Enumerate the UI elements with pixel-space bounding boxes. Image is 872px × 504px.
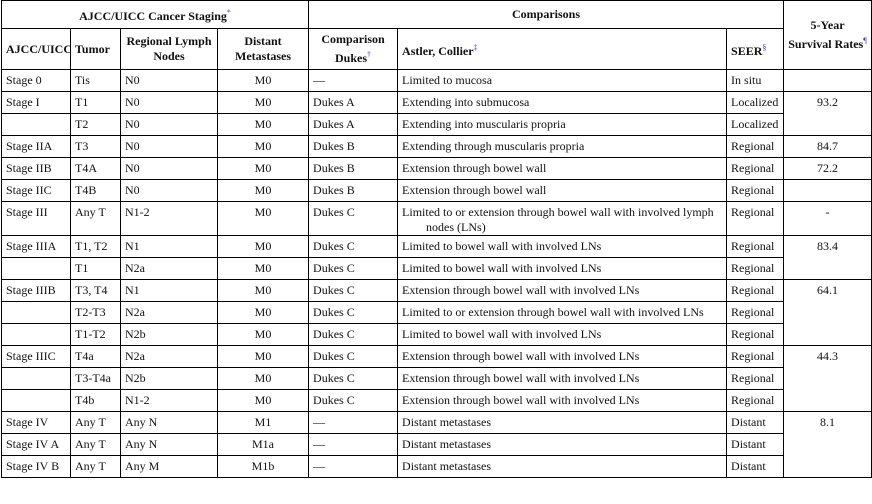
table-row <box>2 92 872 114</box>
cell-astler: Extension through bowel wall with involved LNs <box>398 346 727 368</box>
cell-tumor: T4B <box>71 180 121 202</box>
cell-survival: 93.2 <box>784 92 872 136</box>
cell-astler: Limited to bowel wall with involved LNs <box>398 236 727 258</box>
cell-tumor: T3-T4a <box>71 368 121 390</box>
header-tumor: Tumor <box>71 29 121 70</box>
cell-stage: Stage IV A <box>2 434 71 456</box>
cell-astler: Extension through bowel wall <box>398 180 727 202</box>
cell-stage: Stage IIIC <box>2 346 71 368</box>
cell-nodes: N1 <box>121 280 218 302</box>
table-row <box>2 390 872 412</box>
cell-seer: Regional <box>727 158 784 180</box>
cell-dukes: — <box>309 70 398 92</box>
table-row <box>2 136 872 158</box>
cell-tumor: T4b <box>71 390 121 412</box>
cell-tumor: T1, T2 <box>71 236 121 258</box>
cell-seer: Regional <box>727 180 784 202</box>
cell-stage: Stage I <box>2 92 71 114</box>
cell-seer: Regional <box>727 280 784 302</box>
table-row <box>2 280 872 302</box>
cell-tumor: T3 <box>71 136 121 158</box>
header-dukes: Comparison Dukes† <box>309 29 398 70</box>
cell-astler: Extending into muscularis propria <box>398 114 727 136</box>
header-survival: 5-Year Survival Rates¶ <box>784 1 872 70</box>
cell-stage <box>2 390 71 412</box>
cell-dukes: Dukes C <box>309 390 398 412</box>
cell-astler: Distant metastases <box>398 456 727 478</box>
cell-seer: Regional <box>727 236 784 258</box>
table-row <box>2 302 872 324</box>
cell-dukes: Dukes C <box>309 236 398 258</box>
cell-stage: Stage IIIB <box>2 280 71 302</box>
cell-nodes: N0 <box>121 70 218 92</box>
cell-survival <box>784 70 872 92</box>
cell-metastases: M1b <box>218 456 309 478</box>
cell-nodes: N2a <box>121 346 218 368</box>
cell-survival: 72.2 <box>784 158 872 180</box>
cell-metastases: M0 <box>218 236 309 258</box>
cell-dukes: Dukes B <box>309 158 398 180</box>
cell-survival: - <box>784 202 872 236</box>
cell-metastases: M0 <box>218 346 309 368</box>
cell-metastases: M0 <box>218 324 309 346</box>
header-metastases: Distant Metastases <box>218 29 309 70</box>
table-row <box>2 456 872 478</box>
cell-stage: Stage IV B <box>2 456 71 478</box>
cell-metastases: M0 <box>218 302 309 324</box>
cell-seer: Regional <box>727 202 784 236</box>
cell-astler: Extension through bowel wall with involved LNs <box>398 368 727 390</box>
cell-stage <box>2 368 71 390</box>
cell-survival: 64.1 <box>784 280 872 346</box>
cell-metastases: M0 <box>218 280 309 302</box>
group-header-comparisons: Comparisons <box>309 1 784 29</box>
table-row <box>2 368 872 390</box>
cell-tumor: Any T <box>71 202 121 236</box>
cell-stage: Stage IIIA <box>2 236 71 258</box>
cell-dukes: — <box>309 412 398 434</box>
cell-nodes: N2b <box>121 368 218 390</box>
cell-metastases: M0 <box>218 158 309 180</box>
header-seer: SEER§ <box>727 29 784 70</box>
cell-dukes: Dukes A <box>309 92 398 114</box>
cell-tumor: T1 <box>71 92 121 114</box>
cell-survival: 44.3 <box>784 346 872 412</box>
cell-metastases: M0 <box>218 258 309 280</box>
cell-nodes: N1 <box>121 236 218 258</box>
table-row <box>2 202 872 236</box>
group-header-staging: AJCC/UICC Cancer Staging* <box>2 1 309 29</box>
table-row <box>2 180 872 202</box>
cell-seer: In situ <box>727 70 784 92</box>
table-row <box>2 324 872 346</box>
table-row <box>2 236 872 258</box>
cell-nodes: N0 <box>121 136 218 158</box>
cell-tumor: Any T <box>71 412 121 434</box>
cell-seer: Distant <box>727 434 784 456</box>
cell-astler: Extension through bowel wall with involved LNs <box>398 280 727 302</box>
cell-seer: Regional <box>727 368 784 390</box>
cell-dukes: Dukes C <box>309 302 398 324</box>
cell-seer: Distant <box>727 412 784 434</box>
cell-survival <box>784 180 872 202</box>
cell-seer: Regional <box>727 324 784 346</box>
cell-dukes: Dukes C <box>309 202 398 236</box>
cell-metastases: M0 <box>218 92 309 114</box>
cell-tumor: T1-T2 <box>71 324 121 346</box>
cell-astler: Distant metastases <box>398 412 727 434</box>
cell-seer: Regional <box>727 390 784 412</box>
cell-dukes: Dukes C <box>309 346 398 368</box>
cell-tumor: Any T <box>71 456 121 478</box>
cell-stage: Stage IV <box>2 412 71 434</box>
cell-astler: Limited to or extension through bowel wall with involved lymph nodes (LNs) <box>398 202 727 236</box>
table-row <box>2 158 872 180</box>
cell-metastases: M0 <box>218 136 309 158</box>
cell-dukes: — <box>309 456 398 478</box>
table-row <box>2 114 872 136</box>
cell-seer: Localized <box>727 114 784 136</box>
cell-nodes: N2b <box>121 324 218 346</box>
cell-survival: 83.4 <box>784 236 872 280</box>
cell-metastases: M1a <box>218 434 309 456</box>
cell-nodes: N0 <box>121 180 218 202</box>
cell-tumor: T3, T4 <box>71 280 121 302</box>
cell-tumor: T4a <box>71 346 121 368</box>
cell-stage: Stage 0 <box>2 70 71 92</box>
staging-table <box>1 0 872 478</box>
cell-tumor: T4A <box>71 158 121 180</box>
table-row <box>2 70 872 92</box>
cell-astler: Extension through bowel wall with involved LNs <box>398 390 727 412</box>
cell-nodes: N2a <box>121 302 218 324</box>
cell-tumor: Tis <box>71 70 121 92</box>
cell-metastases: M0 <box>218 368 309 390</box>
cell-dukes: Dukes B <box>309 136 398 158</box>
cell-stage <box>2 324 71 346</box>
cell-nodes: N0 <box>121 92 218 114</box>
cell-metastases: M0 <box>218 70 309 92</box>
cell-metastases: M0 <box>218 114 309 136</box>
cell-stage <box>2 114 71 136</box>
table-row <box>2 346 872 368</box>
cell-nodes: N2a <box>121 258 218 280</box>
cell-tumor: T1 <box>71 258 121 280</box>
header-stage: AJCC/UICC <box>2 29 71 70</box>
cell-seer: Regional <box>727 136 784 158</box>
cell-seer: Localized <box>727 92 784 114</box>
cell-nodes: N1-2 <box>121 202 218 236</box>
table-row <box>2 434 872 456</box>
cell-stage: Stage IIC <box>2 180 71 202</box>
cell-metastases: M0 <box>218 180 309 202</box>
cell-stage: Stage III <box>2 202 71 236</box>
cell-nodes: N1-2 <box>121 390 218 412</box>
cell-metastases: M0 <box>218 390 309 412</box>
cell-dukes: Dukes C <box>309 280 398 302</box>
cell-seer: Distant <box>727 456 784 478</box>
cell-survival: 84.7 <box>784 136 872 158</box>
cell-astler: Extending into submucosa <box>398 92 727 114</box>
cell-dukes: Dukes A <box>309 114 398 136</box>
cell-astler: Distant metastases <box>398 434 727 456</box>
cell-dukes: — <box>309 434 398 456</box>
cell-survival: 8.1 <box>784 412 872 478</box>
cell-astler: Limited to bowel wall with involved LNs <box>398 324 727 346</box>
table-row <box>2 258 872 280</box>
cell-astler: Limited to or extension through bowel wall with involved LNs <box>398 302 727 324</box>
cell-stage <box>2 302 71 324</box>
cell-dukes: Dukes C <box>309 368 398 390</box>
cell-stage <box>2 258 71 280</box>
header-nodes: Regional Lymph Nodes <box>121 29 218 70</box>
cell-seer: Regional <box>727 302 784 324</box>
cell-nodes: Any M <box>121 456 218 478</box>
cell-seer: Regional <box>727 258 784 280</box>
header-astler: Astler, Collier‡ <box>398 29 727 70</box>
cell-nodes: N0 <box>121 158 218 180</box>
cell-metastases: M1 <box>218 412 309 434</box>
cell-astler: Extension through bowel wall <box>398 158 727 180</box>
cell-astler: Limited to bowel wall with involved LNs <box>398 258 727 280</box>
cell-astler: Limited to mucosa <box>398 70 727 92</box>
cell-astler: Extending through muscularis propria <box>398 136 727 158</box>
cell-dukes: Dukes B <box>309 180 398 202</box>
cell-dukes: Dukes C <box>309 324 398 346</box>
cell-metastases: M0 <box>218 202 309 236</box>
cell-seer: Regional <box>727 346 784 368</box>
cell-tumor: T2-T3 <box>71 302 121 324</box>
cell-tumor: Any T <box>71 434 121 456</box>
cell-tumor: T2 <box>71 114 121 136</box>
cell-nodes: N0 <box>121 114 218 136</box>
cell-stage: Stage IIA <box>2 136 71 158</box>
cell-nodes: Any N <box>121 412 218 434</box>
cell-dukes: Dukes C <box>309 258 398 280</box>
cell-stage: Stage IIB <box>2 158 71 180</box>
cell-nodes: Any N <box>121 434 218 456</box>
table-row <box>2 412 872 434</box>
